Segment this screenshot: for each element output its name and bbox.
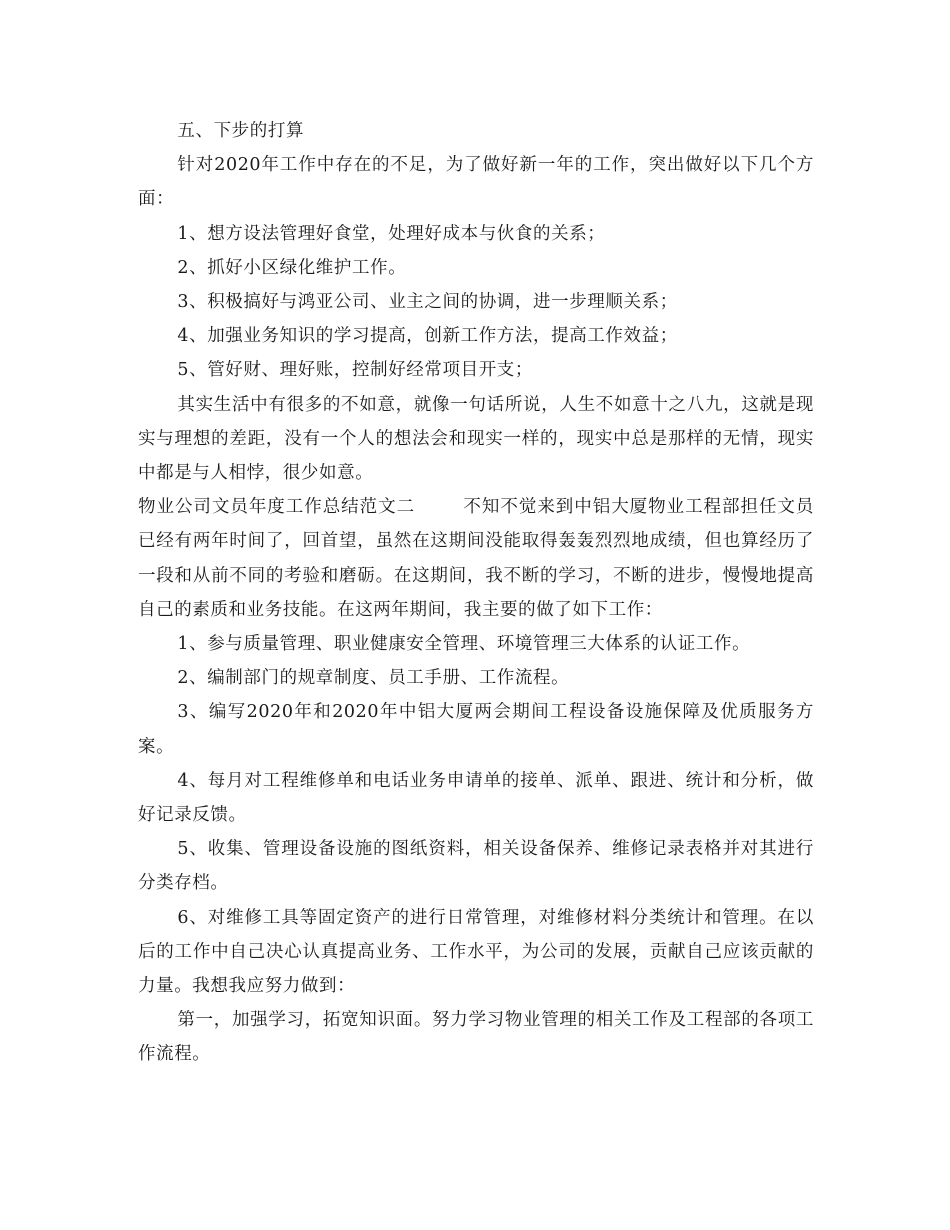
first-goal-paragraph: 第一，加强学习，拓宽知识面。努力学习物业管理的相关工作及工程部的各项工作流程。 [138, 1010, 814, 1065]
sample2-intro: 不知不觉来到中铝大厦物业工程部担任文员已经有两年时间了，回首望，虽然在这期间没能取得轰轰烈烈地成绩，但也算经历了一段和从前不同的考验和磨砺。在这期间，我不断的学习，不断的进步，慢慢地提高自己的素质和业务技能。在这两年期间，我主要的做了如下工作： [138, 497, 814, 620]
plan-item-5: 5、管好财、理好账，控制好经常项目开支； [177, 360, 534, 381]
work-item-2: 2、编制部门的规章制度、员工手册、工作流程。 [177, 668, 570, 689]
section-heading-plan: 五、下步的打算 [177, 121, 305, 141]
sample2-title: 物业公司文员年度工作总结范文二 [138, 497, 416, 518]
work-item-6: 6、对维修工具等固定资产的进行日常管理，对维修材料分类统计和管理。在以后的工作中自己决心认真提高业务、工作水平，为公司的发展，贡献自己应该贡献的力量。我想我应努力做到： [138, 907, 814, 997]
sample2-paragraph [138, 490, 814, 627]
work-item-4: 4、每月对工程维修单和电话业务申请单的接单、派单、跟进、统计和分析，做好记录反馈。 [138, 770, 814, 826]
plan-item-2: 2、抓好小区绿化维护工作。 [177, 257, 407, 278]
document-body [138, 114, 814, 1072]
work-item-1: 1、参与质量管理、职业健康安全管理、环境管理三大体系的认证工作。 [177, 634, 751, 655]
work-item-3: 3、编写2020年和2020年中铝大厦两会期间工程设备设施保障及优质服务方案。 [138, 702, 814, 757]
reflection-paragraph: 其实生活中有很多的不如意，就像一句话所说，人生不如意十之八九，这就是现实与理想的差距，没有一个人的想法会和现实一样的，现实中总是那样的无情，现实中都是与人相悖，很少如意。 [138, 394, 814, 484]
plan-item-1: 1、想方设法管理好食堂，处理好成本与伙食的关系； [177, 223, 606, 244]
plan-intro-paragraph: 针对2020年工作中存在的不足，为了做好新一年的工作，突出做好以下几个方面： [138, 155, 814, 210]
plan-item-3: 3、积极搞好与鸿亚公司、业主之间的协调，进一步理顺关系； [177, 292, 678, 313]
work-item-5: 5、收集、管理设备设施的图纸资料，相关设备保养、维修记录表格并对其进行分类存档。 [138, 839, 814, 894]
plan-item-4: 4、加强业务知识的学习提高，创新工作方法，提高工作效益； [177, 326, 678, 347]
